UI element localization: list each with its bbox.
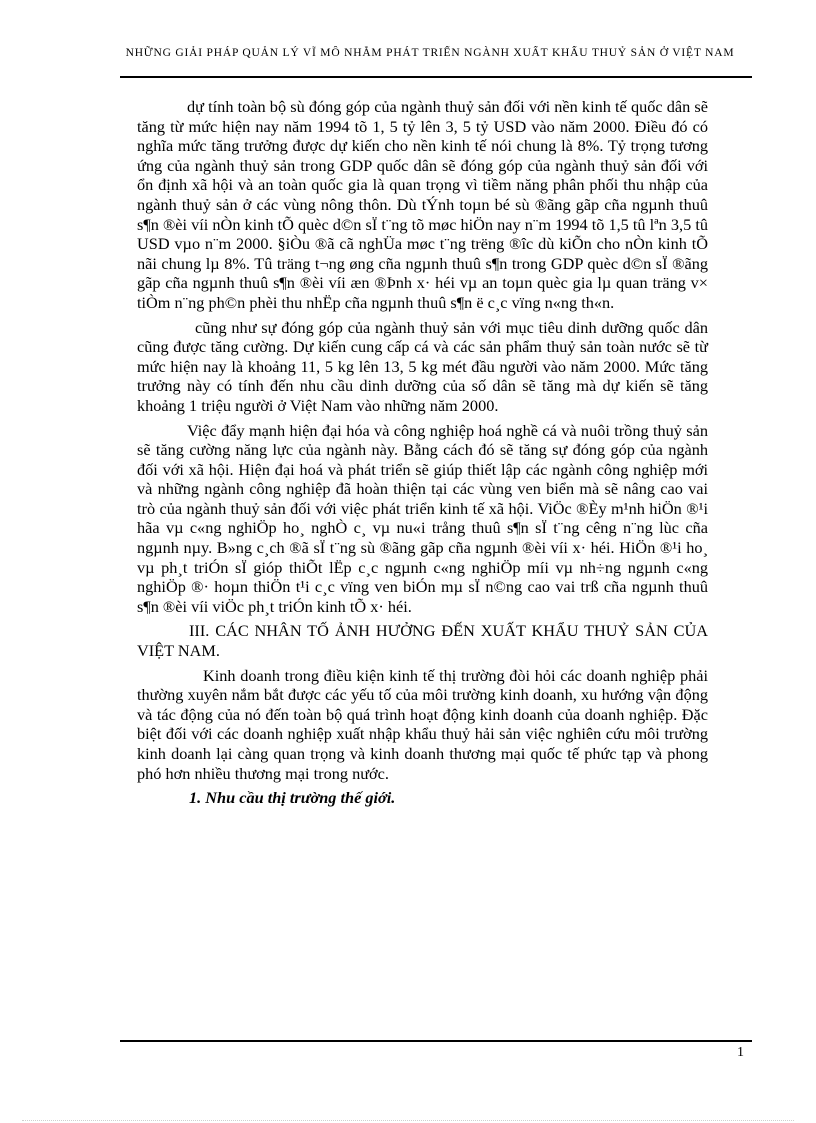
subsection-heading: 1. Nhu cầu thị trường thế giới. [189,788,396,808]
paragraph-1: dự tính toàn bộ sù đóng góp của ngành thuỷ sản đối với nền kinh tế quốc dân sẽ tăng từ mức hiện nay năm 1994 tõ 1, 5 tỷ lên 3, 5 tỷ USD vào năm 2000. Điều đó có nghĩa mức tăng trưởng được dự kiến cho nền kinh tế nói chung là 8%. Tỷ trọng tương ứng của ngành thuỷ sản trong GDP quốc dân sẽ đóng góp của ngành thuỷ sản đối với ổn định xã hội và an toàn quốc gia là quan trọng vì tiềm năng phân phối thu nhập của ngành thuỷ sản ở các vùng nông thôn. Dù tÝnh toµn bé sù ®ãng gãp cña ngµnh thuû s¶n ®èi víi nÒn kinh tÕ quèc d©n sÏ t¨ng tõ møc hiÖn nay n¨m 1994 tõ 1,5 tû lªn 3,5 tû USD vµo n¨m 2000. §iÒu ®ã cã nghÜa møc t¨ng trëng ®îc dù kiÕn cho nÒn kinh tÕ nãi chung lµ 8%. Tû träng t¬ng øng cña ngµnh thuû s¶n trong GDP quèc d©n sÏ ®ãng gãp cña ngµnh thuû s¶n ®èi víi æn ®Þnh x· héi vµ an toµn quèc gia lµ quan träng v× tiÒm n¨ng ph©n phèi thu nhËp cña ngµnh thuû s¶n ë c¸c vïng n«ng th«n. [137,97,708,312]
page-number: 1 [737,1045,744,1060]
paragraph-4: Kinh doanh trong điều kiện kinh tế thị trường đòi hỏi các doanh nghiệp phải thường xuyên nắm bắt được các yếu tố của môi trường kinh doanh, xu hướng vận động và tác động của nó đến toàn bộ quá trình hoạt động kinh doanh của doanh nghiệp. Đặc biệt đối với các doanh nghiệp xuất nhập khẩu thuỷ hải sản việc nghiên cứu môi trường kinh doanh lại càng quan trọng và kinh doanh thương mại quốc tế phức tạp và phong phó hơn nhiều thương mại trong nước. [137,665,708,783]
section-heading: III. CÁC NHÂN TỐ ẢNH HƯỞNG ĐẾN XUẤT KHẨU THUỶ SẢN CỦA VIỆT NAM. [137,621,708,661]
paragraph-3: Việc đẩy mạnh hiện đại hóa và công nghiệp hoá nghề cá và nuôi trồng thuỷ sản sẽ tăng cường năng lực của ngành này. Bằng cách đó sẽ tăng sự đóng góp của ngành đối với xã hội. Hiện đại hoá và phát triển sẽ giúp thiết lập các ngành công nghiệp mới và những ngành công nghiệp đã hoàn thiện tại các vùng ven biển mà sẽ nâng cao vai trò của ngành thuỷ sản đối với việc phát triển kinh tế xã hội. ViÖc ®Èy m¹nh hiÖn ®¹i hãa vµ c«ng nghiÖp ho¸ nghÒ c¸ vµ nu«i trång thuû s¶n sÏ t¨ng cêng n¨ng lùc cña ngµnh nµy. B»ng c¸ch ®ã sÏ t¨ng sù ®ãng gãp cña ngµnh ®èi víi x· héi. HiÖn ®¹i ho¸ vµ ph¸t triÓn sÏ gióp thiÕt lËp c¸c ngµnh c«ng nghiÖp míi vµ nh÷ng ngµnh c«ng nghiÖp ®· hoµn thiÖn t¹i c¸c vïng ven biÓn mµ sÏ n©ng cao vai trß cña ngµnh thuû s¶n ®èi víi viÖc ph¸t triÓn kinh tÕ x· héi. [137,420,708,616]
footer-divider [120,1040,752,1042]
header-divider [120,76,752,78]
page-body [137,97,708,808]
page-edge [22,1120,794,1121]
running-header: NHỮNG GIẢI PHÁP QUẢN LÝ VĨ MÔ NHẰM PHÁT TRIỂN NGÀNH XUẤT KHẨU THUỶ SẢN Ở VIỆT NAM [125,47,735,59]
paragraph-2: cũng như sự đóng góp của ngành thuỷ sản với mục tiêu dinh dưỡng quốc dân cũng được tăng cường. Dự kiến cung cấp cá và các sản phẩm thuỷ sản toàn nước sẽ từ mức hiện nay là khoảng 11, 5 kg lên 13, 5 kg mét đầu người vào năm 2000. Mức tăng trưởng này có tính đến nhu cầu dinh dưỡng của số dân sẽ tăng mà dự kiến sẽ tăng khoảng 1 triệu người ở Việt Nam vào những năm 2000. [137,317,708,415]
